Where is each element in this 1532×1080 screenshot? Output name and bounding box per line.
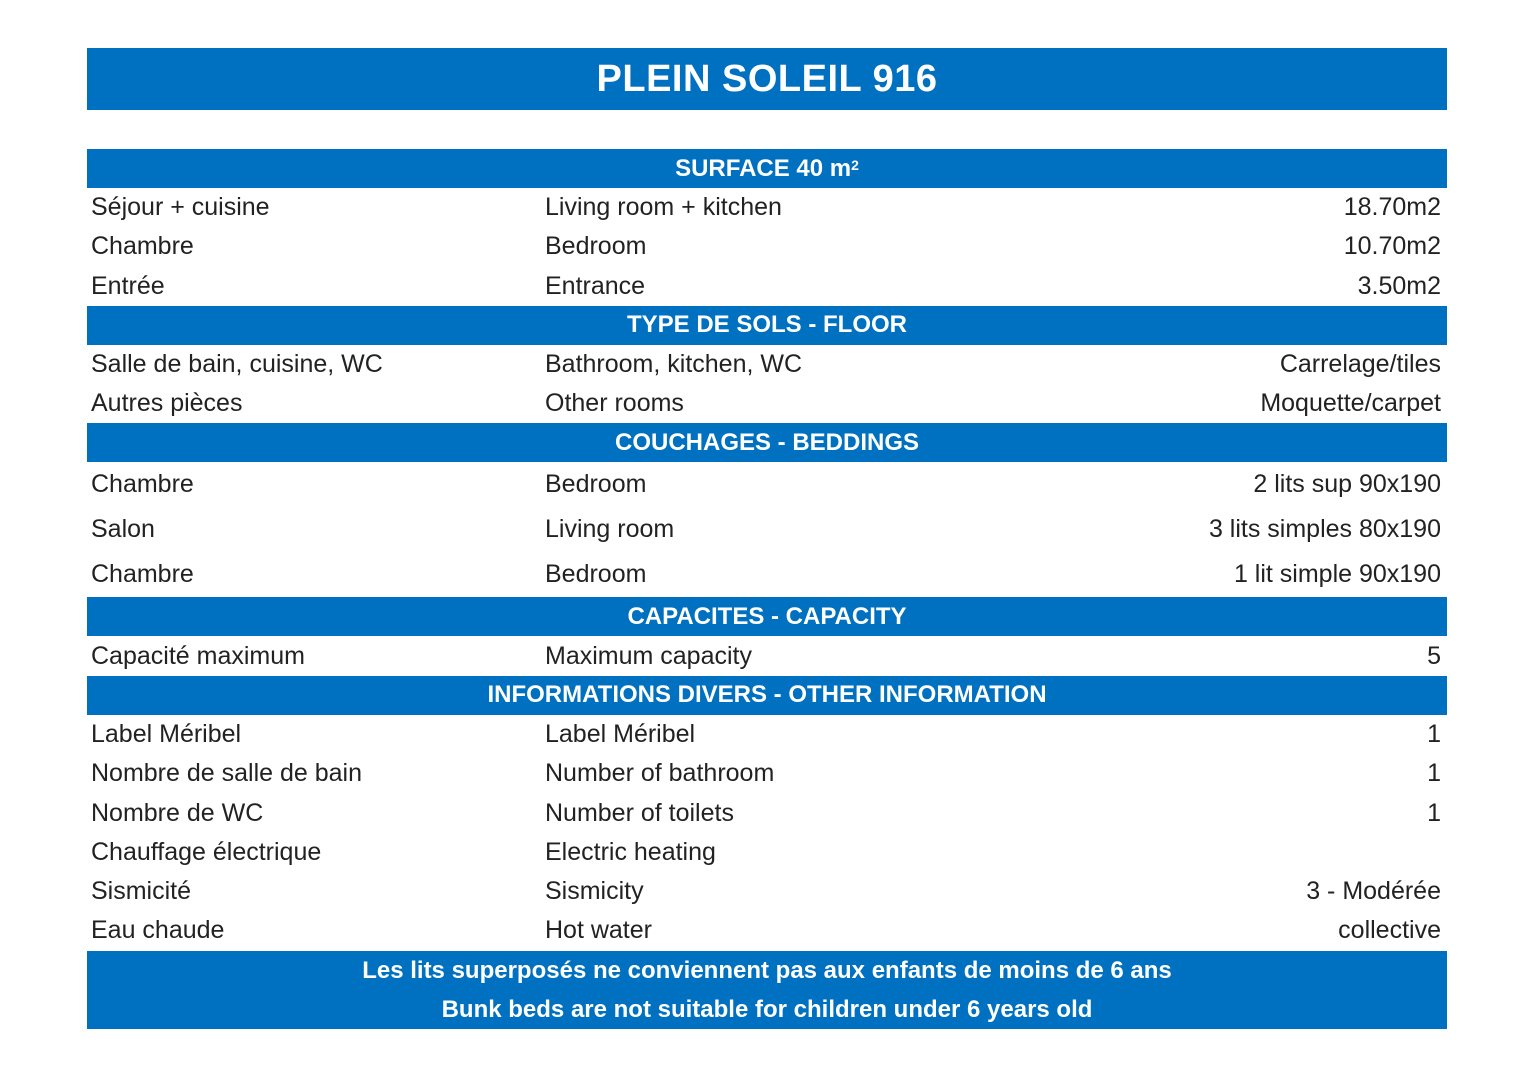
section-heading-surface-text: SURFACE 40 m xyxy=(675,154,852,182)
label-fr: Séjour + cuisine xyxy=(91,193,270,222)
table-row xyxy=(87,227,1447,266)
section-heading-info: INFORMATIONS DIVERS - OTHER INFORMATION xyxy=(87,676,1447,715)
table-row xyxy=(87,911,1447,950)
table-row xyxy=(87,507,1447,552)
label-en: Bathroom, kitchen, WC xyxy=(545,350,803,379)
label-fr: Salon xyxy=(91,515,155,544)
superscript-two: 2 xyxy=(851,156,859,173)
label-en: Label Méribel xyxy=(545,719,696,748)
row-value: 1 xyxy=(1427,759,1441,788)
label-fr: Salle de bain, cuisine, WC xyxy=(91,350,383,379)
row-value: collective xyxy=(1338,916,1441,945)
table-row xyxy=(87,384,1447,423)
row-value: 3 - Modérée xyxy=(1306,877,1441,906)
row-value: 3.50m2 xyxy=(1357,271,1441,300)
row-value: 18.70m2 xyxy=(1343,193,1441,222)
label-fr: Entrée xyxy=(91,271,165,300)
row-value: 5 xyxy=(1427,641,1441,670)
label-fr: Eau chaude xyxy=(91,916,225,945)
table-row xyxy=(87,345,1447,384)
label-fr: Sismicité xyxy=(91,877,192,906)
label-en: Other rooms xyxy=(545,389,684,418)
label-en: Bedroom xyxy=(545,232,647,261)
row-value: 10.70m2 xyxy=(1343,232,1441,261)
row-value: Carrelage/tiles xyxy=(1279,350,1441,379)
spec-sheet xyxy=(87,48,1447,1029)
label-en: Sismicity xyxy=(545,877,644,906)
label-fr: Chambre xyxy=(91,560,194,589)
table-row xyxy=(87,872,1447,911)
label-en: Number of bathroom xyxy=(545,759,775,788)
label-fr: Chambre xyxy=(91,470,194,499)
table-row xyxy=(87,188,1447,227)
label-en: Bedroom xyxy=(545,470,647,499)
bunk-bed-warning xyxy=(87,951,1447,1029)
table-row xyxy=(87,754,1447,793)
label-en: Electric heating xyxy=(545,837,716,866)
label-fr: Nombre de WC xyxy=(91,798,264,827)
table-row xyxy=(87,833,1447,872)
label-en: Number of toilets xyxy=(545,798,734,827)
label-en: Hot water xyxy=(545,916,652,945)
label-fr: Autres pièces xyxy=(91,389,243,418)
label-en: Entrance xyxy=(545,271,646,300)
row-value: Moquette/carpet xyxy=(1260,389,1441,418)
label-fr: Chauffage électrique xyxy=(91,837,322,866)
row-value: 1 lit simple 90x190 xyxy=(1233,560,1441,589)
label-en: Living room + kitchen xyxy=(545,193,782,222)
section-heading-surface xyxy=(87,149,1447,188)
label-en: Maximum capacity xyxy=(545,641,752,670)
warning-line-fr: Les lits superposés ne conviennent pas aux enfants de moins de 6 ans xyxy=(362,956,1172,984)
label-fr: Label Méribel xyxy=(91,719,242,748)
table-row xyxy=(87,267,1447,306)
section-heading-capacity: CAPACITES - CAPACITY xyxy=(87,597,1447,636)
section-heading-floor: TYPE DE SOLS - FLOOR xyxy=(87,306,1447,345)
label-en: Living room xyxy=(545,515,675,544)
row-value: 1 xyxy=(1427,719,1441,748)
label-fr: Chambre xyxy=(91,232,194,261)
section-heading-beddings: COUCHAGES - BEDDINGS xyxy=(87,423,1447,462)
spacer xyxy=(87,110,1447,149)
table-row xyxy=(87,636,1447,675)
row-value: 2 lits sup 90x190 xyxy=(1253,470,1441,499)
row-value: 1 xyxy=(1427,798,1441,827)
row-value: 3 lits simples 80x190 xyxy=(1208,515,1441,544)
table-row xyxy=(87,793,1447,832)
label-fr: Capacité maximum xyxy=(91,641,305,670)
table-row xyxy=(87,715,1447,754)
warning-line-en: Bunk beds are not suitable for children under 6 years old xyxy=(441,995,1093,1023)
table-row xyxy=(87,552,1447,597)
label-en: Bedroom xyxy=(545,560,647,589)
table-row xyxy=(87,462,1447,507)
label-fr: Nombre de salle de bain xyxy=(91,759,362,788)
page-title: PLEIN SOLEIL 916 xyxy=(87,48,1447,110)
